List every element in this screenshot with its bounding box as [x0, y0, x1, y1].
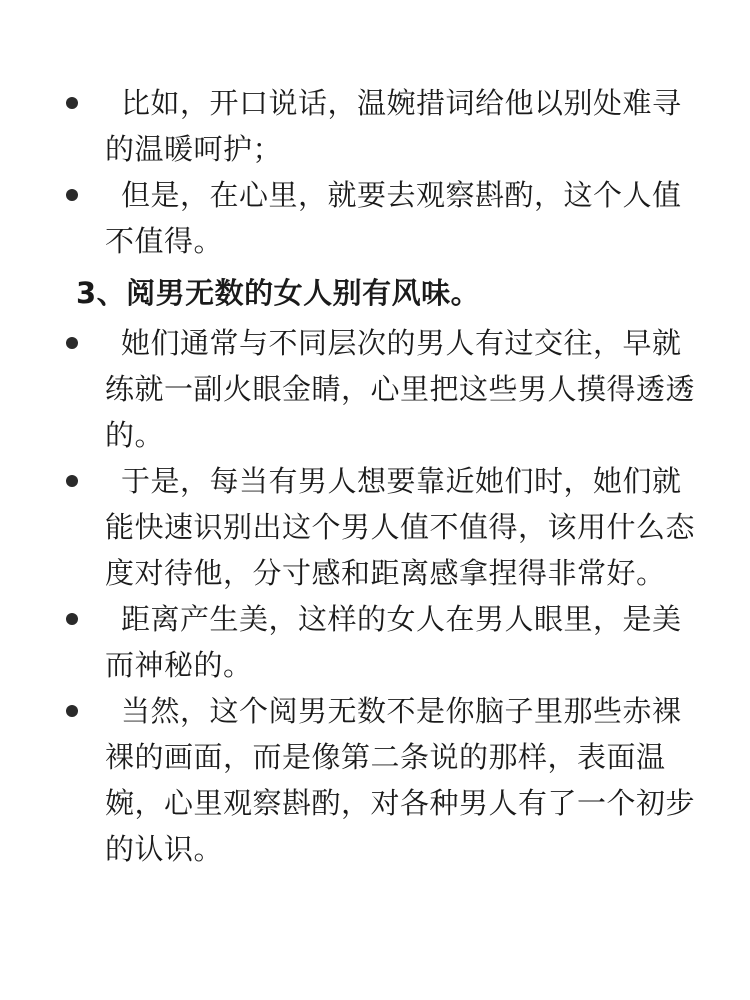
bullet-list-bottom: [0, 320, 750, 872]
bullet-icon: [66, 475, 78, 487]
bullet-icon: [66, 337, 78, 349]
bullet-icon: [66, 613, 78, 625]
list-item-text: 距离产生美，这样的女人在男人眼里，是美而神秘的。: [105, 602, 682, 682]
list-item: [0, 458, 750, 596]
bullet-icon: [66, 705, 78, 717]
document-body: [0, 80, 750, 872]
bullet-icon: [66, 97, 78, 109]
section-heading: 3、阅男无数的女人别有风味。: [76, 276, 481, 310]
list-item-text: 但是，在心里，就要去观察斟酌，这个人值不值得。: [105, 178, 682, 258]
list-item: [0, 172, 750, 264]
bullet-icon: [66, 189, 78, 201]
list-item: [0, 688, 750, 872]
list-item-text: 她们通常与不同层次的男人有过交往，早就练就一副火眼金睛，心里把这些男人摸得透透的。: [105, 326, 696, 452]
list-item: [0, 80, 750, 172]
bullet-list-top: [0, 80, 750, 264]
list-item: [0, 596, 750, 688]
list-item-text: 比如，开口说话，温婉措词给他以别处难寻的温暖呵护；: [105, 86, 682, 166]
list-item-text: 当然，这个阅男无数不是你脑子里那些赤裸裸的画面，而是像第二条说的那样，表面温婉，心里观察斟酌，对各种男人有了一个初步的认识。: [105, 694, 696, 866]
list-item: [0, 320, 750, 458]
list-item-text: 于是，每当有男人想要靠近她们时，她们就能快速识别出这个男人值不值得，该用什么态度对待他，分寸感和距离感拿捏得非常好。: [105, 464, 696, 590]
